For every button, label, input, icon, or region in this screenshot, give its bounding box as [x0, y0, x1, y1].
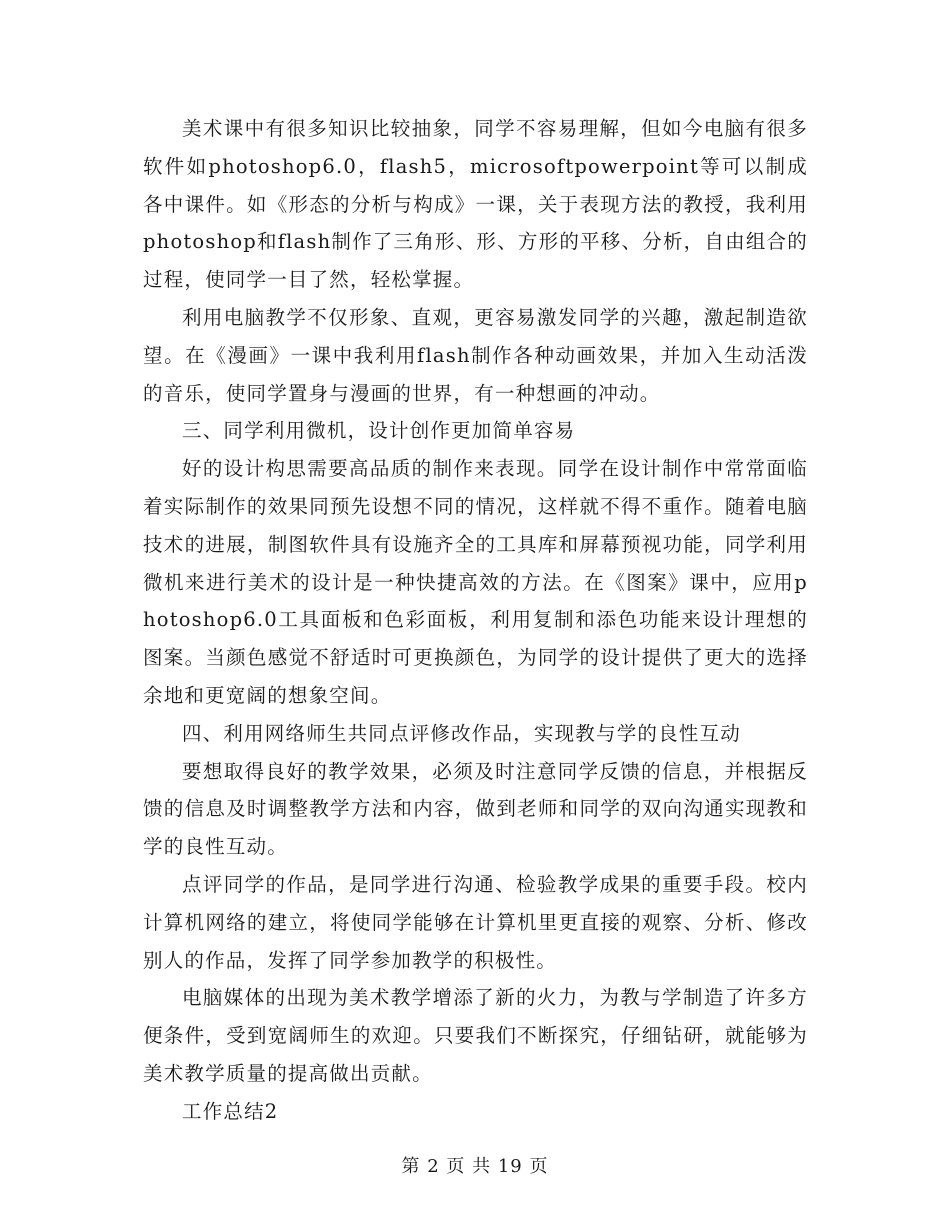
paragraph-conclusion: 电脑媒体的出现为美术教学增添了新的火力，为教与学制造了许多方便条件，受到宽阔师生的欢迎。只要我们不断探究，仔细钻研，就能够为美术教学质量的提高做出贡献。 [143, 986, 808, 1085]
section-heading-3: 三、同学利用微机，设计创作更加简单容易 [182, 419, 576, 443]
paragraph-feedback: 要想取得良好的教学效果，必须及时注意同学反馈的信息，并根据反馈的信息及时调整教学方法和内容，做到老师和同学的双向沟通实现教和学的良性互动。 [143, 759, 808, 859]
paragraph-computer-software: 美术课中有很多知识比较抽象，同学不容易理解，但如今电脑有很多软件如photoshop6.0，flash5，microsoftpowerpoint等可以制成各中课件。如《形态的分析与构成》一课，关于表现方法的教授，我利用photoshop和flash制作了三角形、形、方形的平移、分析，自由组合的过程，使同学一目了然，轻松掌握。 [143, 117, 808, 292]
work-summary-heading: 工作总结2 [182, 1099, 279, 1123]
page-number-footer: 第 2 页 共 19 页 [401, 1156, 549, 1177]
paragraph-critique: 点评同学的作品，是同学进行沟通、检验教学成果的重要手段。校内计算机网络的建立，将使同学能够在计算机里更直接的观察、分析、修改别人的作品，发挥了同学参加教学的积极性。 [143, 872, 808, 972]
document-body [143, 110, 808, 1131]
section-heading-4: 四、利用网络师生共同点评修改作品，实现教与学的良性互动 [182, 721, 741, 745]
paragraph-comic-lesson: 利用电脑教学不仅形象、直观，更容易激发同学的兴趣，激起制造欲望。在《漫画》一课中我利用flash制作各种动画效果，并加入生动活泼的音乐，使同学置身与漫画的世界，有一种想画的冲动。 [143, 305, 808, 405]
paragraph-design-production: 好的设计构思需要高品质的制作来表现。同学在设计制作中常常面临着实际制作的效果同预先设想不同的情况，这样就不得不重作。随着电脑技术的进展，制图软件具有设施齐全的工具库和屏幕预视功能，同学利用微机来进行美术的设计是一种快捷高效的方法。在《图案》课中，应用photoshop6.0工具面板和色彩面板，利用复制和添色功能来设计理想的图案。当颜色感觉不舒适时可更换颜色，为同学的设计提供了更大的选择余地和更宽阔的想象空间。 [143, 457, 808, 707]
